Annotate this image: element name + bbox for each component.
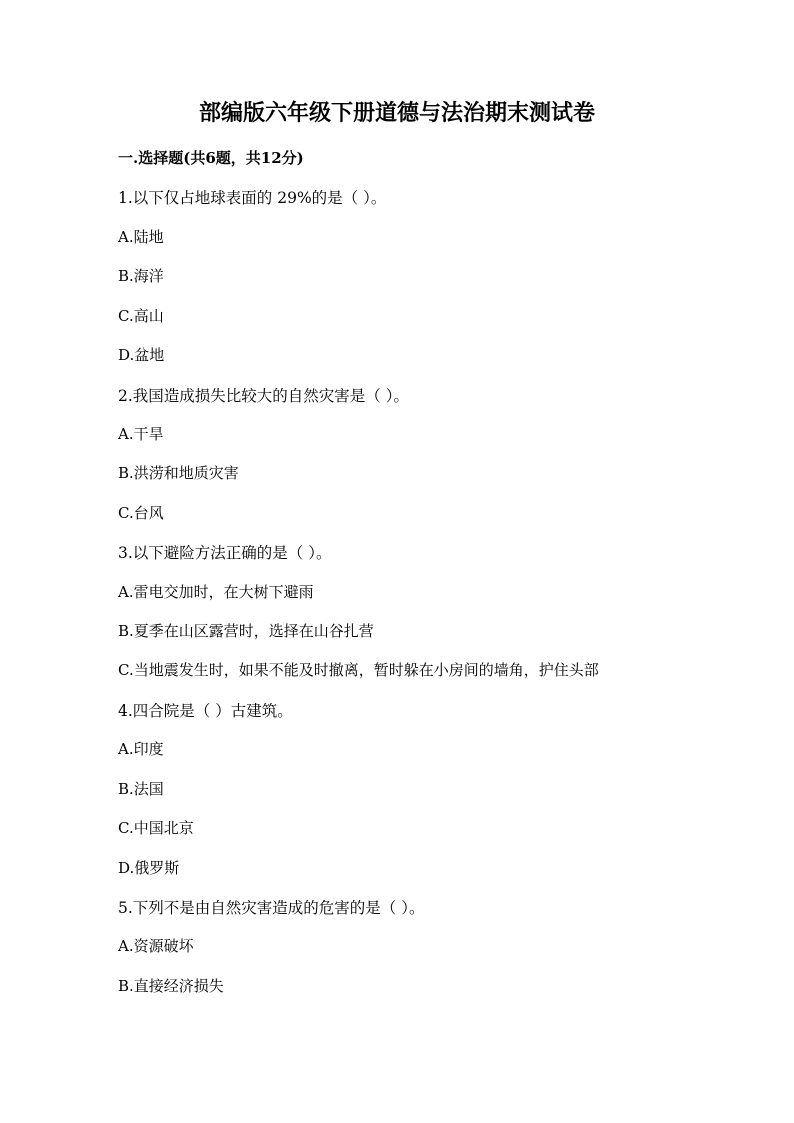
option-1d: D.盆地 [118,346,165,364]
option-2c: C.台风 [118,504,164,522]
option-4b: B.法国 [118,780,164,798]
option-1b: B.海洋 [118,267,164,285]
option-5a: A.资源破坏 [118,937,194,955]
section-heading: 一.选择题(共6题，共12分) [118,149,304,167]
page-title: 部编版六年级下册道德与法治期末测试卷 [198,100,595,126]
option-5b: B.直接经济损失 [118,977,224,995]
option-2b: B.洪涝和地质灾害 [118,464,239,482]
option-3b: B.夏季在山区露营时，选择在山谷扎营 [118,622,374,640]
question-5: 5.下列不是由自然灾害造成的危害的是（ ）。 [118,899,425,917]
option-4c: C.中国北京 [118,819,194,837]
question-4: 4.四合院是（ ）古建筑。 [118,702,293,720]
question-2: 2.我国造成损失比较大的自然灾害是（ ）。 [118,387,409,405]
option-3a: A.雷电交加时，在大树下避雨 [118,583,314,601]
option-4d: D.俄罗斯 [118,859,180,877]
option-2a: A.干旱 [118,425,164,443]
question-1: 1.以下仅占地球表面的 29%的是（ ）。 [118,189,387,207]
option-4a: A.印度 [118,740,164,758]
question-3: 3.以下避险方法正确的是（ ）。 [118,544,332,562]
option-1c: C.高山 [118,307,164,325]
option-3c: C.当地震发生时，如果不能及时撤离，暂时躲在小房间的墙角，护住头部 [118,661,599,679]
option-1a: A.陆地 [118,228,164,246]
